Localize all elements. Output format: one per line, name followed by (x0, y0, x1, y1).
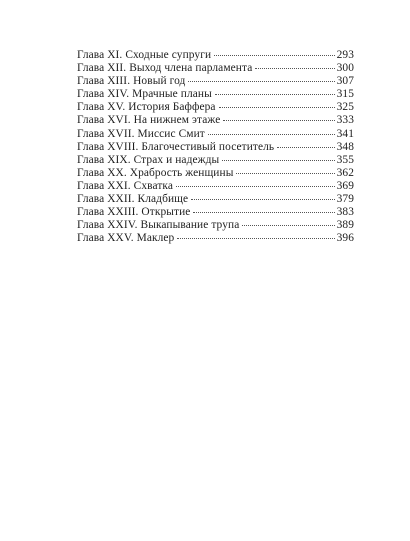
toc-entry-page: 383 (336, 206, 354, 219)
toc-entry-title: Глава XXV. Маклер (77, 232, 175, 245)
toc-entry (77, 114, 354, 127)
toc-entry-title: Глава XXIV. Выкапывание трупа (77, 219, 240, 232)
toc-entry (77, 62, 354, 75)
toc-entry-title: Глава XXI. Схватка (77, 179, 174, 192)
toc-dot-leader (191, 199, 334, 200)
toc-entry-title: Глава XXII. Кладбище (77, 193, 189, 206)
toc-entry-page: 333 (336, 114, 354, 127)
toc-entry (77, 206, 354, 219)
toc-dot-leader (255, 68, 334, 69)
toc-dot-leader (176, 186, 335, 187)
toc-entry-title: Глава XIX. Страх и надежды (77, 153, 220, 166)
toc-entry-title: Глава XIV. Мрачные планы (77, 88, 212, 101)
toc-entry-page: 341 (336, 127, 354, 140)
toc-entry-title: Глава XV. История Баффера (77, 101, 216, 114)
toc-entry-page: 396 (336, 232, 354, 245)
toc-dot-leader (222, 160, 334, 161)
toc-entry (77, 193, 354, 206)
toc-entry-title: Глава XXIII. Открытие (77, 206, 191, 219)
toc-entry-page: 355 (336, 153, 354, 166)
toc-dot-leader (215, 94, 335, 95)
toc-entry-page: 348 (336, 140, 354, 153)
toc-entry (77, 128, 354, 141)
toc-entry-page: 389 (336, 219, 354, 232)
toc-entry-title: Глава XIII. Новый год (77, 75, 186, 88)
toc-entry-page: 293 (336, 49, 354, 61)
toc-entry (77, 75, 354, 88)
toc-dot-leader (208, 134, 335, 135)
toc-entry-title: Глава XVII. Миссис Смит (77, 127, 205, 140)
toc-entry-title: Глава XVIII. Благочестивый посетитель (77, 140, 275, 153)
toc-entry-page: 300 (336, 62, 354, 75)
toc-entry-page: 315 (336, 88, 354, 101)
toc-entry (77, 141, 354, 154)
toc-entry-title: Глава XVI. На нижнем этаже (77, 114, 221, 127)
toc-dot-leader (188, 81, 334, 82)
toc-entry-page: 379 (336, 193, 354, 206)
toc-dot-leader (277, 147, 334, 148)
toc-entry (77, 154, 354, 167)
toc-dot-leader (214, 55, 334, 56)
table-of-contents (77, 49, 354, 245)
toc-dot-leader (193, 212, 334, 213)
toc-dot-leader (242, 225, 334, 226)
toc-dot-leader (236, 173, 334, 174)
toc-dot-leader (223, 120, 334, 121)
toc-entry (77, 49, 354, 62)
toc-entry-page: 307 (336, 75, 354, 88)
toc-entry-title: Глава XII. Выход члена парламента (77, 62, 253, 75)
toc-entry (77, 167, 354, 180)
toc-entry-page: 325 (336, 101, 354, 114)
toc-entry (77, 88, 354, 101)
toc-entry (77, 219, 354, 232)
toc-entry-title: Глава XI. Сходные супруги (77, 49, 212, 61)
toc-entry-page: 362 (336, 166, 354, 179)
toc-dot-leader (177, 238, 334, 239)
toc-entry-page: 369 (336, 179, 354, 192)
toc-entry (77, 101, 354, 114)
toc-entry (77, 180, 354, 193)
toc-entry-title: Глава XX. Храбрость женщины (77, 166, 234, 179)
toc-dot-leader (219, 107, 335, 108)
toc-entry (77, 232, 354, 245)
